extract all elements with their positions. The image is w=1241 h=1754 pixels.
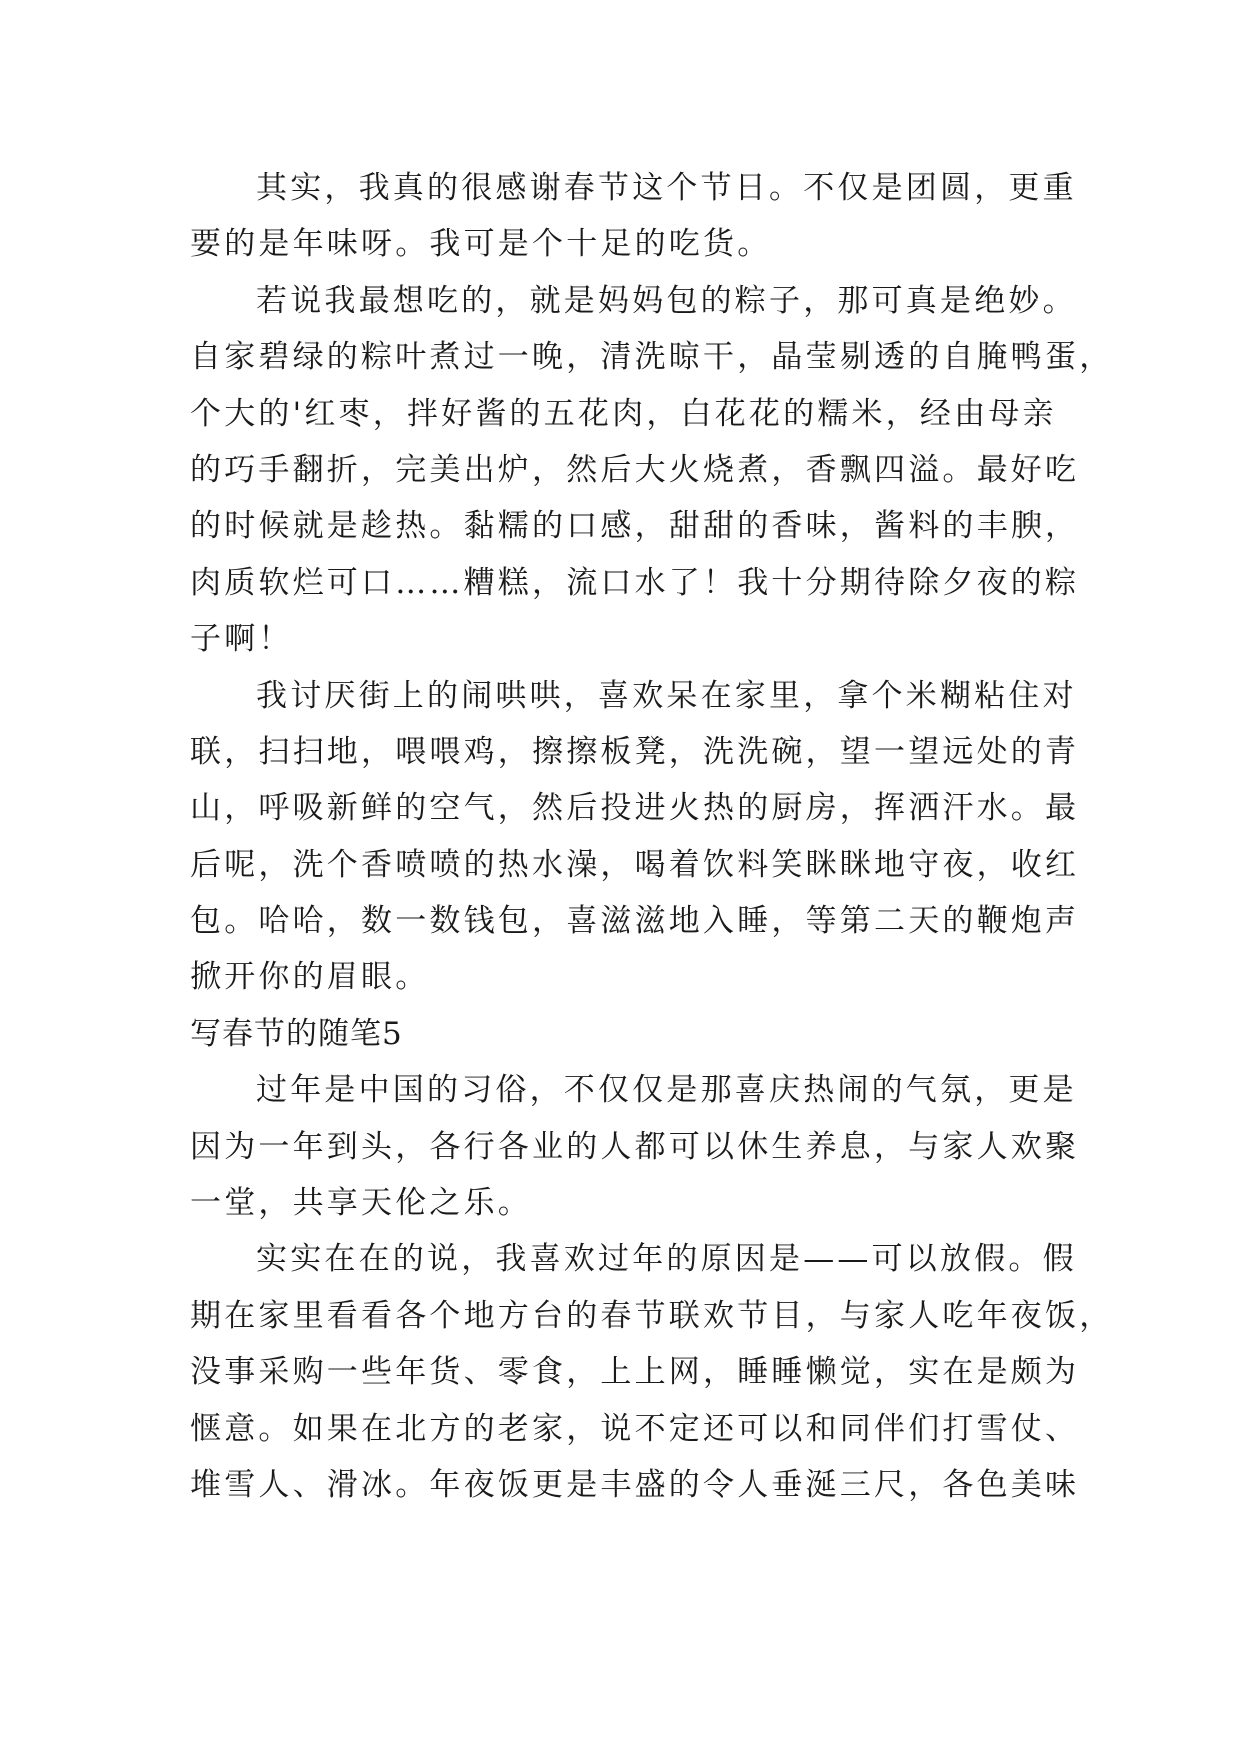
paragraph-line: 因为一年到头，各行各业的人都可以休生养息，与家人欢聚	[190, 1128, 1080, 1165]
paragraph-line: 的巧手翻折，完美出炉，然后大火烧煮，香飘四溢。最好吃	[190, 451, 1080, 488]
paragraph-line: 后呢，洗个香喷喷的热水澡，喝着饮料笑眯眯地守夜，收红	[190, 846, 1080, 883]
paragraph-line: 的时候就是趁热。黏糯的口感，甜甜的香味，酱料的丰腴，	[190, 508, 1080, 545]
paragraph-line: 我讨厌街上的闹哄哄，喜欢呆在家里，拿个米糊粘住对	[256, 677, 1077, 714]
essay-body	[190, 160, 1114, 1513]
paragraph-line: 要的是年味呀。我可是个十足的吃货。	[190, 226, 772, 263]
paragraph-line: 个大的'红枣，拌好酱的五花肉，白花花的糯米，经由母亲	[190, 395, 1057, 432]
paragraph-line: 联，扫扫地，喂喂鸡，擦擦板凳，洗洗碗，望一望远处的青	[190, 733, 1080, 770]
paragraph-line: 一堂，共享天伦之乐。	[190, 1185, 532, 1222]
paragraph-line: 惬意。如果在北方的老家，说不定还可以和同伴们打雪仗、	[190, 1410, 1080, 1447]
section-heading: 写春节的随笔5	[190, 1015, 403, 1052]
paragraph-line: 堆雪人、滑冰。年夜饭更是丰盛的令人垂涎三尺，各色美味	[190, 1466, 1080, 1503]
paragraph-line: 子啊！	[190, 621, 293, 658]
paragraph-line: 掀开你的眉眼。	[190, 959, 430, 996]
paragraph-line: 自家碧绿的粽叶煮过一晚，清洗晾干，晶莹剔透的自腌鸭蛋，	[190, 339, 1114, 376]
paragraph-line: 过年是中国的习俗，不仅仅是那喜庆热闹的气氛，更是	[256, 1072, 1077, 1109]
paragraph-line: 山，呼吸新鲜的空气，然后投进火热的厨房，挥洒汗水。最	[190, 790, 1080, 827]
paragraph-line: 其实，我真的很感谢春节这个节日。不仅是团圆，更重	[256, 170, 1077, 206]
paragraph-line: 包。哈哈，数一数钱包，喜滋滋地入睡，等第二天的鞭炮声	[190, 903, 1080, 940]
paragraph-line: 实实在在的说，我喜欢过年的原因是——可以放假。假	[256, 1241, 1077, 1278]
paragraph-line: 没事采购一些年货、零食，上上网，睡睡懒觉，实在是颇为	[190, 1354, 1080, 1391]
paragraph-line: 肉质软烂可口……糟糕，流口水了！我十分期待除夕夜的粽	[190, 564, 1080, 601]
paragraph-line: 若说我最想吃的，就是妈妈包的粽子，那可真是绝妙。	[256, 282, 1077, 319]
paragraph-line: 期在家里看看各个地方台的春节联欢节目，与家人吃年夜饭，	[190, 1297, 1114, 1334]
